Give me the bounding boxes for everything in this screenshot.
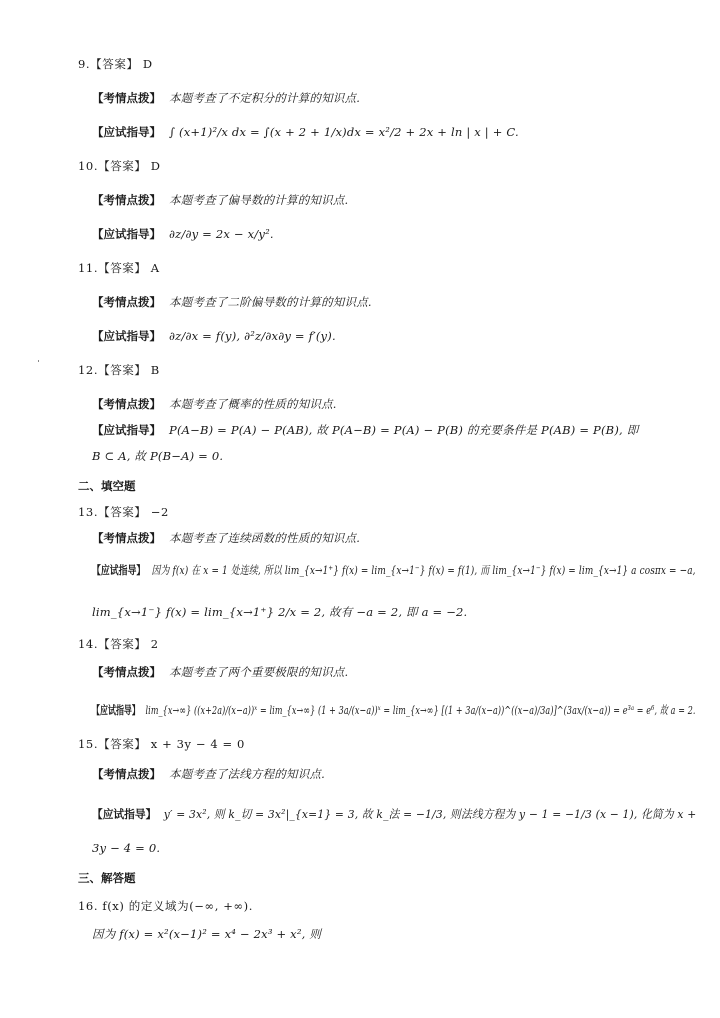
explanation-tag: 【考情点拨】 <box>92 665 161 679</box>
explanation-tag: 【考情点拨】 <box>92 397 161 411</box>
explanation-line <box>92 90 360 106</box>
explanation-tag: 【考情点拨】 <box>92 531 161 545</box>
explanation-line <box>92 422 638 438</box>
explanation-line <box>92 294 372 310</box>
continuation-line <box>92 448 223 464</box>
answer-heading <box>78 636 159 652</box>
explanation-line <box>92 124 519 140</box>
answer-heading-text: 10.【答案】 D <box>78 159 161 173</box>
explanation-line <box>92 328 336 344</box>
explanation-text: lim_{x→∞} ((x+2a)/(x−a))ˣ = lim_{x→∞} (1 + 3a/(x−a))ˣ = lim_{x→∞} [(1 + 3a/(x−a))^((x−a)/3a)]^(3ax/(x−a)) = e³ᵃ = e⁶, 故 a = 2. <box>145 703 696 717</box>
explanation-text: y′ = 3x², 则 k_切 = 3x²|_{x=1} = 3, 故 k_法 = −1/3, 则法线方程为 y − 1 = −1/3 (x − 1), 化简为 x + <box>163 807 697 821</box>
explanation-line <box>92 530 360 546</box>
explanation-text: ∂z/∂y = 2x − x/y². <box>169 227 274 241</box>
answer-heading <box>78 56 153 72</box>
explanation-tag: 【应试指导】 <box>92 329 161 343</box>
explanation-text: 本题考查了不定积分的计算的知识点. <box>169 91 361 105</box>
explanation-tag: 【应试指导】 <box>92 703 140 717</box>
scan-speck <box>38 360 39 362</box>
explanation-text: ∫ (x+1)²/x dx = ∫(x + 2 + 1/x)dx = x²/2 + 2x + ln | x | + C. <box>169 125 519 139</box>
answer-heading-text: 11.【答案】 A <box>78 261 160 275</box>
explanation-tag: 【考情点拨】 <box>92 91 161 105</box>
explanation-tag: 【应试指导】 <box>92 563 146 577</box>
explanation-line <box>92 192 348 208</box>
answer-heading <box>78 898 253 914</box>
explanation-text: 因为 f(x) 在 x = 1 处连续, 所以 lim_{x→1⁺} f(x) = lim_{x→1⁻} f(x) = f(1), 而 lim_{x→1⁻} f(x) = lim_{x→1} a cosπx = −a, <box>151 563 696 577</box>
section-heading: 三、解答题 <box>78 871 136 885</box>
section-heading: 二、填空题 <box>78 479 136 493</box>
answer-heading-text: 15.【答案】 x + 3y − 4 = 0 <box>78 737 245 751</box>
answer-heading-text: 9.【答案】 D <box>78 57 153 71</box>
explanation-tag: 【考情点拨】 <box>92 767 161 781</box>
explanation-tag: 【应试指导】 <box>92 807 157 821</box>
explanation-tag: 【应试指导】 <box>92 227 161 241</box>
explanation-text: 本题考查了两个重要极限的知识点. <box>169 665 349 679</box>
continuation-text: 因为 f(x) = x²(x−1)² = x⁴ − 2x³ + x², 则 <box>92 927 322 941</box>
explanation-text: P(A−B) = P(A) − P(AB), 故 P(A−B) = P(A) − P(B) 的充要条件是 P(AB) = P(B), 即 <box>169 423 639 437</box>
continuation-line <box>92 604 467 620</box>
explanation-line <box>92 562 696 578</box>
explanation-text: 本题考查了偏导数的计算的知识点. <box>169 193 349 207</box>
explanation-text: 本题考查了法线方程的知识点. <box>169 767 325 781</box>
answer-heading-text: 16. f(x) 的定义域为(−∞, +∞). <box>78 899 253 913</box>
answer-heading <box>78 362 160 378</box>
continuation-text: lim_{x→1⁻} f(x) = lim_{x→1⁺} 2/x = 2, 故有 −a = 2, 即 a = −2. <box>92 605 468 619</box>
answer-heading <box>78 158 161 174</box>
answer-heading <box>78 260 160 276</box>
explanation-line <box>92 396 337 412</box>
continuation-text: 3y − 4 = 0. <box>92 841 161 855</box>
explanation-text: 本题考查了概率的性质的知识点. <box>169 397 337 411</box>
explanation-line <box>92 806 696 822</box>
explanation-text: 本题考查了二阶偏导数的计算的知识点. <box>169 295 372 309</box>
explanation-line <box>92 702 696 718</box>
answer-heading-text: 14.【答案】 2 <box>78 637 159 651</box>
continuation-line <box>92 840 160 856</box>
explanation-tag: 【考情点拨】 <box>92 295 161 309</box>
explanation-text: 本题考查了连续函数的性质的知识点. <box>169 531 361 545</box>
explanation-line <box>92 226 274 242</box>
continuation-text: B ⊂ A, 故 P(B−A) = 0. <box>92 449 224 463</box>
continuation-line <box>92 926 321 942</box>
explanation-tag: 【应试指导】 <box>92 423 161 437</box>
explanation-tag: 【考情点拨】 <box>92 193 161 207</box>
answer-heading-text: 13.【答案】 −2 <box>78 505 169 519</box>
answer-heading <box>78 736 245 752</box>
explanation-tag: 【应试指导】 <box>92 125 161 139</box>
answer-heading-text: 12.【答案】 B <box>78 363 160 377</box>
explanation-text: ∂z/∂x = f(y), ∂²z/∂x∂y = f′(y). <box>169 329 336 343</box>
explanation-line <box>92 766 325 782</box>
answer-heading <box>78 504 169 520</box>
explanation-line <box>92 664 348 680</box>
